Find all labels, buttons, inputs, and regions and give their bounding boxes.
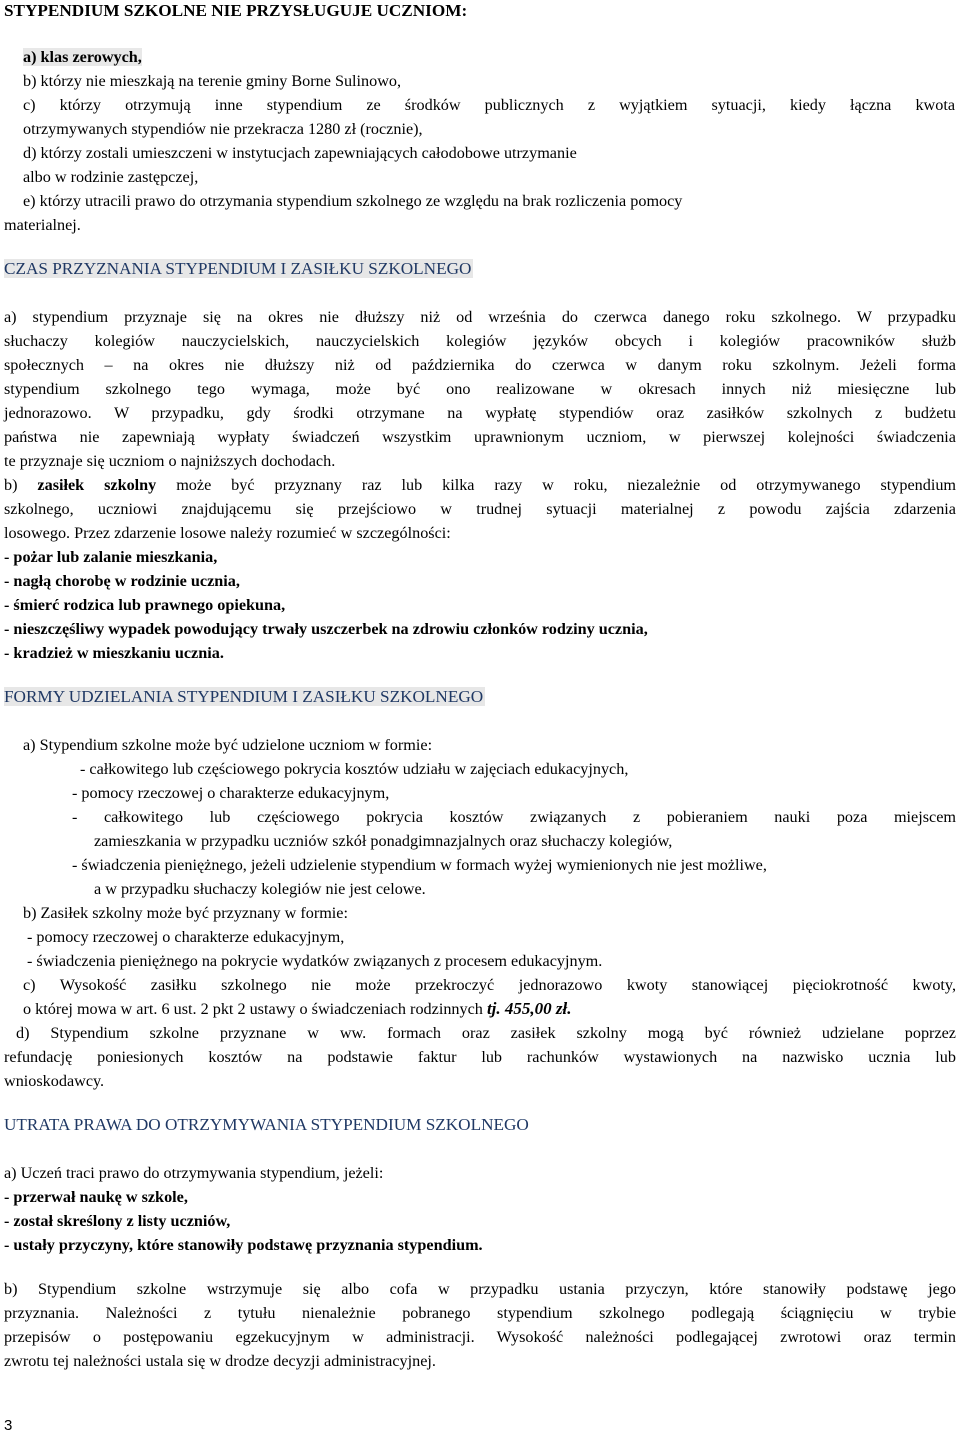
paragraph-line: a) stypendium przyznaje się na okres nie dłuższy niż od września do czerwca danego roku szkolnego. W przypadku xyxy=(4,308,956,326)
paragraph-line: przyznania. Należności z tytułu nienależnie pobranego stypendium szkolnego podlegają ściągnięciu w trybie xyxy=(4,1304,956,1322)
paragraph-line: społecznych – na okres nie dłuższy niż od października do czerwca w danym roku szkolnym. Jeżeli forma xyxy=(4,356,956,374)
section-title-not-eligible: STYPENDIUM SZKOLNE NIE PRZYSŁUGUJE UCZNIOM: xyxy=(4,1,468,20)
paragraph-line: państwa nie zapewniają wypłaty świadczeń wszystkim uprawnionym uczniom, w pierwszej kolejności świadczenia xyxy=(4,428,956,446)
list-item: a) klas zerowych, xyxy=(23,48,142,66)
list-item: - pomocy rzeczowej o charakterze edukacyjnym, xyxy=(27,928,345,946)
paragraph-line: jednorazowo. W przypadku, gdy środki otrzymane na wypłatę stypendiów oraz zasiłków szkolnych z budżetu xyxy=(4,404,956,422)
list-item: - przerwał naukę w szkole, xyxy=(4,1188,188,1206)
paragraph-line: refundację poniesionych kosztów na podstawie faktur lub rachunków wystawionych na nazwisko ucznia lub xyxy=(4,1048,956,1066)
paragraph-line: b) Stypendium szkolne wstrzymuje się albo cofa w przypadku ustania przyczyn, które stanowiły podstawę jego xyxy=(4,1280,956,1298)
list-item: - ustały przyczyny, które stanowiły podstawę przyznania stypendium. xyxy=(4,1236,483,1254)
list-item: - nagłą chorobę w rodzinie ucznia, xyxy=(4,572,240,590)
paragraph-line: o której mowa w art. 6 ust. 2 pkt 2 ustawy o świadczeniach rodzinnych tj. 455,00 zł. xyxy=(23,999,572,1018)
list-item: - świadczenia pieniężnego na pokrycie wydatków związanych z procesem edukacyjnym. xyxy=(27,952,603,970)
list-item: - pomocy rzeczowej o charakterze edukacyjnym, xyxy=(72,784,390,802)
paragraph-line: wnioskodawcy. xyxy=(4,1072,105,1090)
list-item: - całkowitego lub częściowego pokrycia kosztów związanych z pobieraniem nauki poza miejscem xyxy=(72,808,956,826)
list-item: - nieszczęśliwy wypadek powodujący trwały uszczerbek na zdrowiu członków rodziny ucznia, xyxy=(4,620,648,638)
paragraph-line: b) Zasiłek szkolny może być przyznany w formie: xyxy=(23,904,348,922)
list-item: a w przypadku słuchaczy kolegiów nie jest celowe. xyxy=(94,880,426,898)
list-item: zamieszkania w przypadku uczniów szkół ponadgimnazjalnych oraz słuchaczy kolegiów, xyxy=(94,832,673,850)
paragraph-line: a) Stypendium szkolne może być udzielone uczniom w formie: xyxy=(23,736,433,754)
paragraph-line: te przyznaje się uczniom o najniższych dochodach. xyxy=(4,452,336,470)
section-title-granting-period: CZAS PRZYZNANIA STYPENDIUM I ZASIŁKU SZKOLNEGO xyxy=(4,259,472,278)
paragraph-line: zwrotu tej należności ustala się w drodze decyzji administracyjnej. xyxy=(4,1352,436,1370)
list-item: - całkowitego lub częściowego pokrycia kosztów udziału w zajęciach edukacyjnych, xyxy=(80,760,629,778)
section-title-forms: FORMY UDZIELANIA STYPENDIUM I ZASIŁKU SZKOLNEGO xyxy=(4,687,484,706)
section-title-loss-of-right: UTRATA PRAWA DO OTRZYMYWANIA STYPENDIUM SZKOLNEGO xyxy=(4,1115,529,1134)
list-item: b) którzy nie mieszkają na terenie gminy Borne Sulinowo, xyxy=(23,72,402,90)
paragraph-line: losowego. Przez zdarzenie losowe należy rozumieć w szczególności: xyxy=(4,524,451,542)
list-item: otrzymywanych stypendiów nie przekracza 1280 zł (rocznie), xyxy=(23,120,423,138)
list-item: - śmierć rodzica lub prawnego opiekuna, xyxy=(4,596,286,614)
paragraph-line: d) Stypendium szkolne przyznane w ww. formach oraz zasiłek szkolny mogą być również udzielane poprzez xyxy=(16,1024,956,1042)
paragraph-line: słuchaczy kolegiów nauczycielskich, nauczycielskich kolegiów języków obcych i kolegiów pracowników służb xyxy=(4,332,956,350)
list-item: - został skreślony z listy uczniów, xyxy=(4,1212,231,1230)
list-item: - świadczenia pieniężnego, jeżeli udzielenie stypendium w formach wyżej wymienionych nie jest możliwe, xyxy=(72,856,767,874)
paragraph-line: stypendium szkolnego tego wymaga, może być ono realizowane w okresach innych niż miesięczne lub xyxy=(4,380,956,398)
page-number: 3 xyxy=(4,1417,13,1434)
paragraph-line: szkolnego, uczniowi znajdującemu się przejściowo w trudnej sytuacji materialnej z powodu zajścia zdarzenia xyxy=(4,500,956,518)
paragraph-line: c) Wysokość zasiłku szkolnego nie może przekroczyć jednorazowo kwoty stanowiącej pięciokrotność kwoty, xyxy=(23,976,956,994)
paragraph-line: przepisów o postępowaniu egzekucyjnym w administracji. Wysokość należności podlegającej zwrotowi oraz termin xyxy=(4,1328,956,1346)
paragraph-line: b) zasiłek szkolny może być przyznany raz lub kilka razy w roku, niezależnie od otrzymywanego stypendium xyxy=(4,476,957,494)
paragraph-line: a) Uczeń traci prawo do otrzymywania stypendium, jeżeli: xyxy=(4,1164,384,1182)
list-item: d) którzy zostali umieszczeni w instytucjach zapewniających całodobowe utrzymanie xyxy=(23,144,577,162)
amount-value: tj. 455,00 zł. xyxy=(486,999,572,1018)
list-item: c) którzy otrzymują inne stypendium ze środków publicznych z wyjątkiem sytuacji, kiedy łączna kwota xyxy=(23,96,955,114)
list-item: albo w rodzinie zastępczej, xyxy=(23,168,199,186)
list-item: materialnej. xyxy=(4,216,81,234)
list-item: - kradzież w mieszkaniu ucznia. xyxy=(4,644,224,662)
list-item: - pożar lub zalanie mieszkania, xyxy=(4,548,218,566)
list-item: e) którzy utracili prawo do otrzymania stypendium szkolnego ze względu na brak rozliczenia pomocy xyxy=(23,192,683,210)
